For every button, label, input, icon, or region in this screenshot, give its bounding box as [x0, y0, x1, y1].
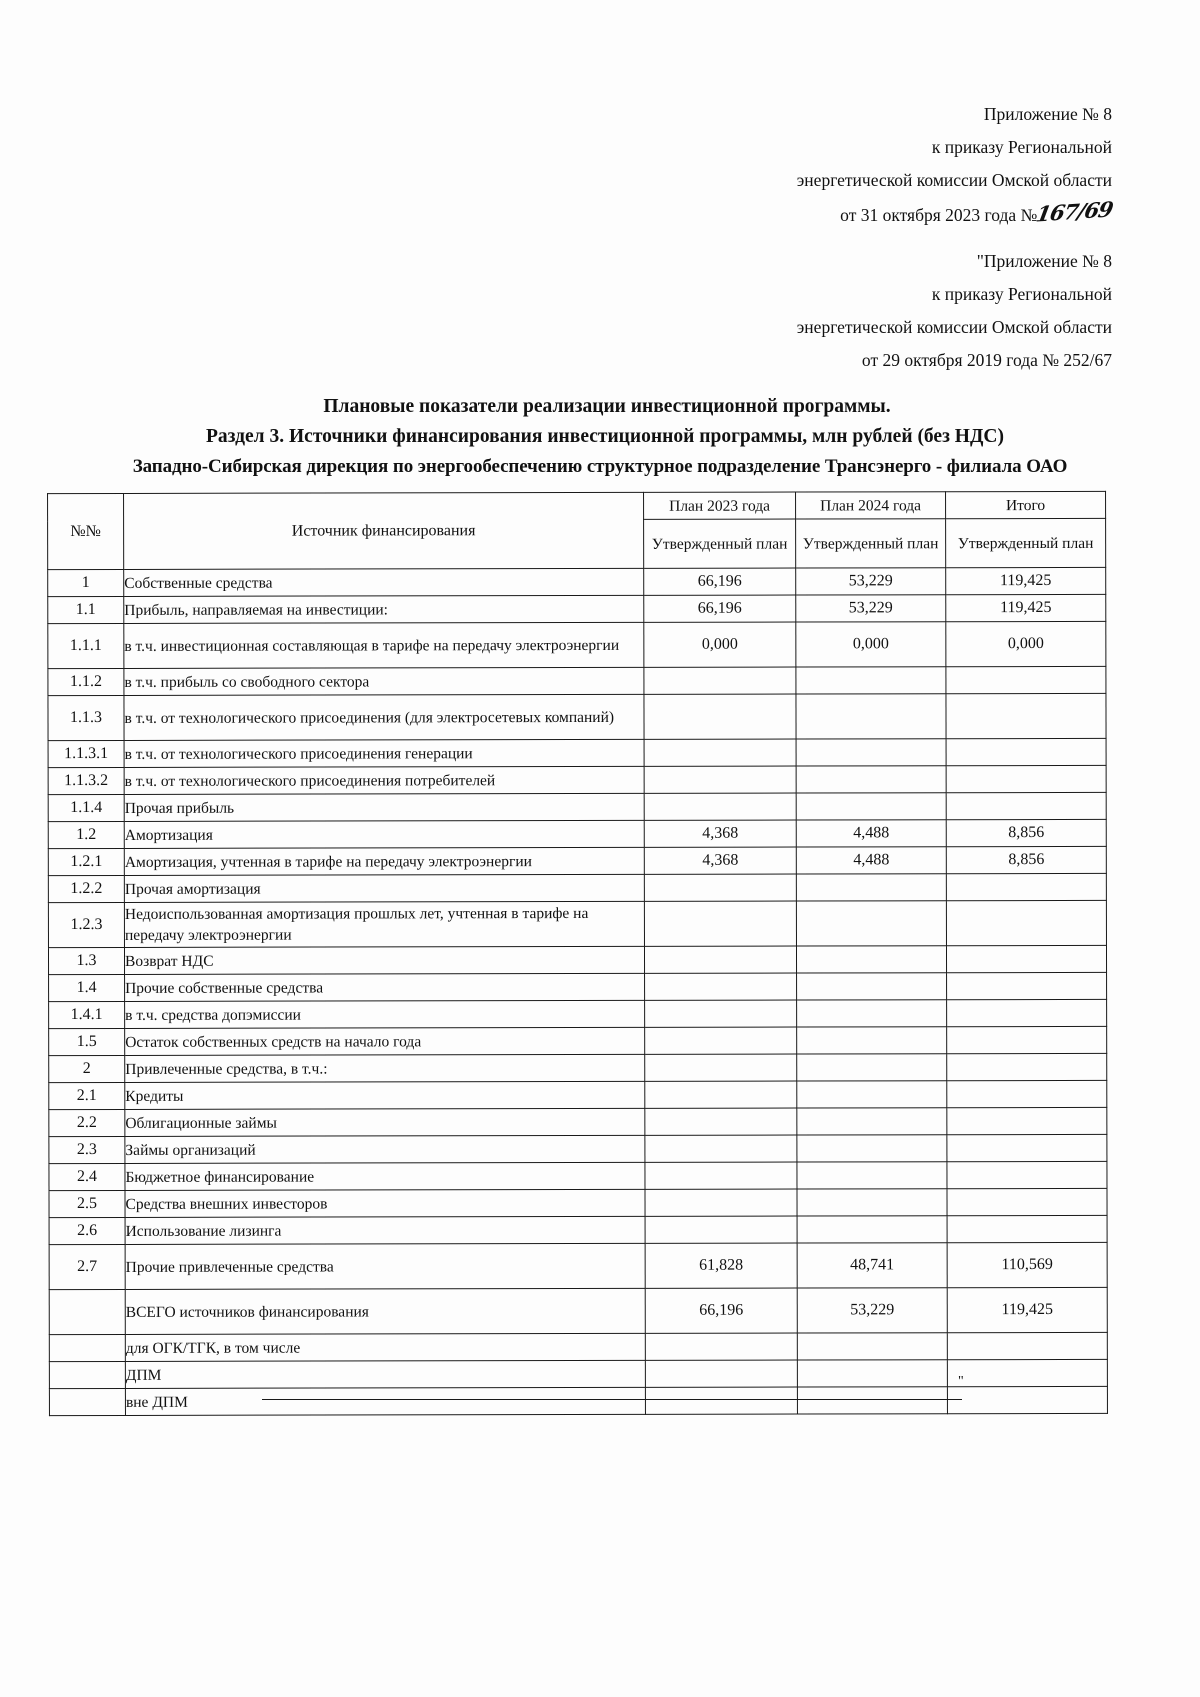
column-group-total: Итого — [946, 491, 1106, 518]
row-value-2023 — [645, 1387, 797, 1414]
row-number-cell: 2.2 — [49, 1109, 125, 1136]
row-value-total — [947, 972, 1107, 999]
row-number-cell: 1.1.4 — [48, 794, 124, 821]
row-label-cell: Прочие собственные средства — [125, 973, 645, 1001]
row-number-cell: 2.6 — [49, 1217, 125, 1244]
table-row — [48, 567, 1106, 596]
row-value-2023: 66,196 — [644, 568, 796, 595]
row-value-total: 119,425 — [947, 1287, 1107, 1332]
header-current-date-line — [797, 196, 1115, 232]
row-value-2024 — [797, 1333, 947, 1360]
table-row — [48, 765, 1106, 794]
row-label-cell: ДПМ — [125, 1360, 645, 1388]
table-row — [49, 999, 1107, 1028]
row-label-cell: Облигационные займы — [125, 1108, 645, 1136]
row-value-2023: 4,368 — [644, 820, 796, 847]
table-row — [48, 846, 1106, 875]
row-value-2024 — [796, 946, 946, 973]
row-value-2023 — [645, 1135, 797, 1162]
row-value-2024 — [797, 1360, 947, 1387]
row-number-cell: 2.5 — [49, 1190, 125, 1217]
row-label-cell: Средства внешних инвесторов — [125, 1189, 645, 1217]
row-value-total — [946, 693, 1106, 738]
row-value-total: 8,856 — [946, 846, 1106, 873]
row-value-total — [947, 1359, 1107, 1386]
row-number-cell: 1.1.2 — [48, 668, 124, 695]
column-subheader-approved-plan-2024: Утвержденный план — [796, 519, 946, 568]
row-number-cell: 1.4.1 — [49, 1001, 125, 1028]
row-label-cell: Остаток собственных средств на начало года — [125, 1027, 645, 1055]
row-label-cell: Займы организаций — [125, 1135, 645, 1163]
row-number-cell: 1.3 — [48, 947, 124, 974]
row-value-total — [947, 1053, 1107, 1080]
row-number-cell: 1.2.2 — [48, 875, 124, 902]
row-value-2023 — [645, 1081, 797, 1108]
row-value-total — [946, 873, 1106, 900]
row-value-2024 — [796, 667, 946, 694]
header-current-line-1: Приложение № 8 — [983, 104, 1112, 124]
row-label-cell: в т.ч. от технологического присоединения потребителей — [124, 766, 644, 794]
row-label-cell: Прочие привлеченные средства — [125, 1243, 645, 1289]
row-value-total — [946, 945, 1106, 972]
row-label-cell: в т.ч. от технологического присоединения генерации — [124, 739, 644, 767]
row-value-2024: 4,488 — [796, 820, 946, 847]
table-row — [48, 666, 1106, 695]
row-value-2023: 61,828 — [645, 1243, 797, 1288]
row-value-2024 — [797, 1081, 947, 1108]
table-row — [49, 1386, 1107, 1415]
row-number-cell — [49, 1334, 125, 1361]
row-number-cell: 1 — [48, 569, 124, 596]
row-label-cell: Прочая прибыль — [124, 793, 644, 821]
row-number-cell: 2.3 — [49, 1136, 125, 1163]
row-value-total — [946, 666, 1106, 693]
row-label-cell: в т.ч. прибыль со свободного сектора — [124, 667, 644, 695]
header-current-order-number-handwritten: 167/69 — [1034, 196, 1115, 227]
column-group-plan-2024: План 2024 года — [796, 492, 946, 519]
header-current-date-prefix: от 31 октября 2023 года № — [840, 205, 1038, 225]
financing-sources-table — [47, 491, 1108, 1416]
financing-sources-table-wrapper — [47, 491, 1107, 1416]
row-value-2023: 0,000 — [644, 622, 796, 667]
header-current-line-3: энергетической комиссии Омской области — [796, 170, 1112, 190]
header-original-date-line: от 29 октября 2019 года № 252/67 — [861, 350, 1112, 370]
row-value-2023: 66,196 — [644, 595, 796, 622]
row-value-2023 — [645, 1360, 797, 1387]
row-value-total: 119,425 — [946, 567, 1106, 594]
table-row — [49, 1287, 1107, 1334]
column-subheader-approved-plan-2023: Утвержденный план — [644, 519, 796, 568]
row-value-total — [947, 1386, 1107, 1413]
row-value-2023: 66,196 — [645, 1288, 797, 1333]
row-value-2023 — [644, 946, 796, 973]
row-value-2023 — [645, 1333, 797, 1360]
row-number-cell: 1.2 — [48, 821, 124, 848]
table-row — [49, 1134, 1107, 1163]
table-row — [48, 900, 1106, 947]
column-group-plan-2023: План 2023 года — [644, 492, 796, 519]
row-value-total — [947, 1332, 1107, 1359]
row-value-total — [947, 1026, 1107, 1053]
row-value-2023 — [645, 1162, 797, 1189]
header-current-line-2: к приказу Региональной — [931, 137, 1112, 157]
header-original-line-2: к приказу Региональной — [931, 284, 1112, 304]
row-value-2023 — [644, 901, 796, 946]
table-row — [48, 621, 1106, 668]
row-value-2023 — [644, 874, 796, 901]
row-label-cell: Прибыль, направляемая на инвестиции: — [124, 595, 644, 623]
row-value-2024: 53,229 — [797, 1288, 947, 1333]
page-title: Плановые показатели реализации инвестиционной программы. — [323, 396, 891, 417]
row-label-cell: Использование лизинга — [125, 1216, 645, 1244]
table-row — [48, 819, 1106, 848]
row-number-cell: 2.4 — [49, 1163, 125, 1190]
row-value-2023 — [645, 1000, 797, 1027]
row-value-2023 — [644, 793, 796, 820]
row-number-cell: 1.1.3.2 — [48, 767, 124, 794]
row-value-total — [946, 900, 1106, 945]
row-value-2024 — [796, 793, 946, 820]
row-number-cell: 1.1.3.1 — [48, 740, 124, 767]
row-value-2023 — [644, 667, 796, 694]
row-label-cell: Возврат НДС — [124, 946, 644, 974]
row-value-2023 — [644, 766, 796, 793]
row-value-2024: 53,229 — [796, 568, 946, 595]
row-number-cell: 1.2.3 — [48, 902, 124, 947]
row-value-2024: 4,488 — [796, 847, 946, 874]
table-row — [48, 693, 1106, 740]
row-value-2024 — [796, 694, 946, 739]
row-value-2024 — [797, 973, 947, 1000]
row-value-2023 — [644, 739, 796, 766]
row-value-2023 — [645, 1108, 797, 1135]
table-row — [48, 945, 1106, 974]
row-value-2024: 48,741 — [797, 1243, 947, 1288]
table-row — [49, 1107, 1107, 1136]
row-label-cell: Амортизация, учтенная в тарифе на передачу электроэнергии — [124, 847, 644, 875]
table-row — [48, 873, 1106, 902]
table-row — [49, 972, 1107, 1001]
row-value-2023 — [645, 1216, 797, 1243]
row-label-cell: ВСЕГО источников финансирования — [125, 1288, 645, 1334]
row-label-cell: Бюджетное финансирование — [125, 1162, 645, 1190]
row-label-cell: Прочая амортизация — [124, 874, 644, 902]
row-value-2023 — [645, 1054, 797, 1081]
table-row — [49, 1242, 1107, 1289]
row-value-total: 119,425 — [946, 594, 1106, 621]
column-header-source: Источник финансирования — [124, 492, 644, 569]
row-value-2023 — [644, 694, 796, 739]
row-label-cell: Амортизация — [124, 820, 644, 848]
row-label-cell: Кредиты — [125, 1081, 645, 1109]
row-value-2024 — [796, 874, 946, 901]
table-header-row-groups — [48, 491, 1106, 520]
row-value-2024 — [796, 766, 946, 793]
row-label-cell: Недоиспользованная амортизация прошлых лет, учтенная в тарифе на передачу электроэнергии — [124, 901, 644, 947]
row-value-2023 — [645, 1027, 797, 1054]
table-row — [49, 1026, 1107, 1055]
row-number-cell: 1.1 — [48, 596, 124, 623]
table-row — [49, 1080, 1107, 1109]
row-number-cell — [49, 1361, 125, 1388]
row-label-cell: для ОГК/ТГК, в том числе — [125, 1333, 645, 1361]
row-value-2024 — [796, 739, 946, 766]
table-head — [48, 491, 1106, 569]
row-value-total: 110,569 — [947, 1242, 1107, 1287]
row-value-2023 — [645, 973, 797, 1000]
row-value-2024 — [797, 1189, 947, 1216]
row-value-total — [946, 765, 1106, 792]
header-original-order — [797, 245, 1112, 377]
row-number-cell: 1.1.3 — [48, 695, 124, 740]
row-number-cell: 1.1.1 — [48, 623, 124, 668]
row-value-total — [947, 999, 1107, 1026]
column-subheader-approved-plan-total: Утвержденный план — [946, 518, 1106, 567]
row-number-cell — [49, 1289, 125, 1334]
row-value-total: 0,000 — [946, 621, 1106, 666]
footer-divider — [262, 1399, 962, 1400]
table-row — [48, 594, 1106, 623]
row-value-2024 — [797, 1054, 947, 1081]
table-body — [48, 567, 1108, 1415]
table-row — [48, 738, 1106, 767]
row-label-cell: в т.ч. инвестиционная составляющая в тарифе на передачу электроэнергии — [124, 622, 644, 668]
row-value-2024 — [797, 1135, 947, 1162]
table-row — [49, 1161, 1107, 1190]
row-value-2024 — [797, 1108, 947, 1135]
table-row — [49, 1053, 1107, 1082]
table-row — [49, 1188, 1107, 1217]
row-label-cell: в т.ч. от технологического присоединения (для электросетевых компаний) — [124, 694, 644, 740]
header-original-line-1: "Приложение № 8 — [976, 251, 1112, 271]
row-label-cell: Привлеченные средства, в т.ч.: — [125, 1054, 645, 1082]
row-number-cell: 2 — [49, 1055, 125, 1082]
header-original-line-3: энергетической комиссии Омской области — [796, 317, 1112, 337]
row-value-total — [946, 792, 1106, 819]
row-number-cell: 1.5 — [49, 1028, 125, 1055]
row-value-total — [947, 1080, 1107, 1107]
table-row — [49, 1215, 1107, 1244]
row-value-total — [946, 738, 1106, 765]
row-value-2024 — [797, 1162, 947, 1189]
section-title: Раздел 3. Источники финансирования инвестиционной программы, млн рублей (без НДС) — [206, 426, 1004, 447]
table-row — [48, 792, 1106, 821]
row-label-cell: Собственные средства — [124, 568, 644, 596]
row-number-cell: 2.1 — [49, 1082, 125, 1109]
row-number-cell: 1.2.1 — [48, 848, 124, 875]
table-row — [49, 1332, 1107, 1361]
row-number-cell — [49, 1388, 125, 1415]
row-number-cell: 1.4 — [49, 974, 125, 1001]
footer-closing-quote: " — [958, 1374, 964, 1389]
row-value-total — [947, 1215, 1107, 1242]
header-current-order — [796, 98, 1115, 232]
row-value-2024: 53,229 — [796, 595, 946, 622]
row-number-cell: 2.7 — [49, 1244, 125, 1289]
row-value-total — [947, 1134, 1107, 1161]
row-value-2024 — [797, 1387, 947, 1414]
row-value-2024: 0,000 — [796, 622, 946, 667]
row-value-total — [947, 1107, 1107, 1134]
row-value-2024 — [796, 901, 946, 946]
row-value-total: 8,856 — [946, 819, 1106, 846]
row-label-cell: вне ДПМ — [125, 1387, 645, 1415]
document-titles — [0, 392, 1200, 482]
row-value-2024 — [797, 1000, 947, 1027]
row-value-total — [947, 1188, 1107, 1215]
row-value-total — [947, 1161, 1107, 1188]
row-value-2023 — [645, 1189, 797, 1216]
organization-title: Западно-Сибирская дирекция по энергообеспечению структурное подразделение Трансэнерго - филиала ОАО — [132, 456, 1068, 477]
column-header-number: №№ — [48, 493, 124, 569]
table-row — [49, 1359, 1107, 1388]
row-value-2024 — [797, 1216, 947, 1243]
row-value-2024 — [797, 1027, 947, 1054]
row-value-2023: 4,368 — [644, 847, 796, 874]
row-label-cell: в т.ч. средства допэмиссии — [125, 1000, 645, 1028]
